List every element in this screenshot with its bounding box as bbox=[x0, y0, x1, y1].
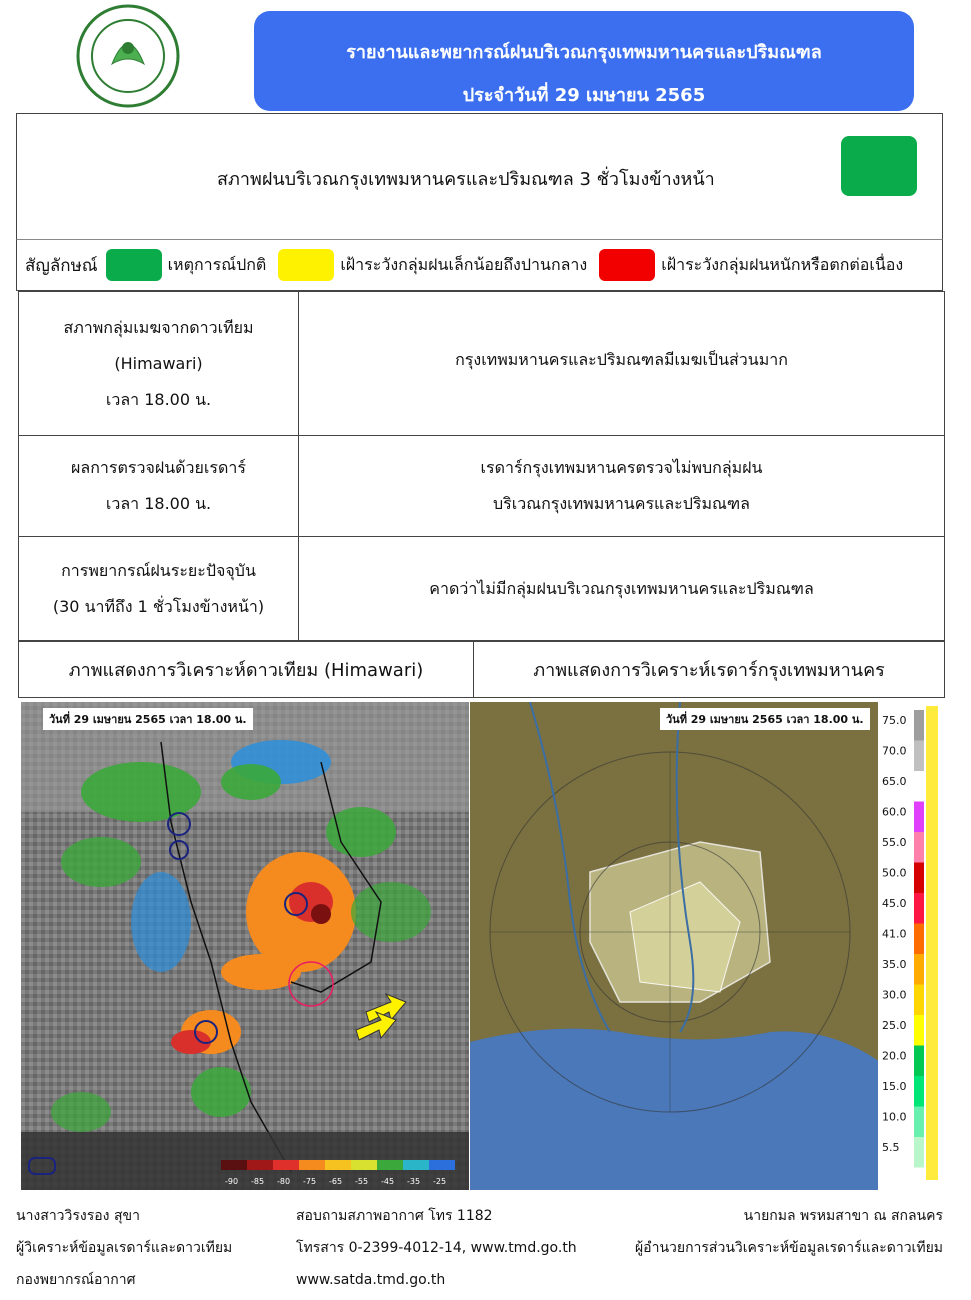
legend-text-normal: เหตุการณ์ปกติ bbox=[167, 254, 267, 274]
analyst-role: ผู้วิเคราะห์ข้อมูลเรดาร์และดาวเทียม bbox=[16, 1240, 233, 1256]
radar-scale-swatch bbox=[914, 1076, 924, 1107]
radar-scale-swatch bbox=[914, 1137, 924, 1168]
radar-scale-label: 20.0 bbox=[882, 1049, 907, 1063]
sat-scale-label: -25 bbox=[433, 1177, 447, 1186]
radar-scale-label: 55.0 bbox=[882, 836, 907, 849]
cell-line: (Himawari) bbox=[114, 353, 203, 373]
table-row bbox=[19, 436, 945, 537]
sat-scale-swatch bbox=[247, 1160, 273, 1170]
sat-scale-swatch bbox=[351, 1160, 377, 1170]
tmd-logo bbox=[72, 4, 184, 108]
sat-scale-label: -35 bbox=[407, 1177, 421, 1186]
radar-scale-swatch bbox=[914, 1046, 924, 1077]
radar-scale-swatch bbox=[914, 954, 924, 985]
sat-scale-label: -55 bbox=[355, 1177, 369, 1186]
satellite-section-title: ภาพแสดงการวิเคราะห์ดาวเทียม (Himawari) bbox=[19, 642, 474, 697]
radar-section-title: ภาพแสดงการวิเคราะห์เรดาร์กรุงเทพมหานคร bbox=[533, 660, 885, 681]
radar-value-cell bbox=[299, 436, 945, 537]
legend-text-light-rain: เฝ้าระวังกลุ่มฝนเล็กน้อยถึงปานกลาง bbox=[340, 254, 588, 274]
report-date: ประจำวันที่ 29 เมษายน 2565 bbox=[462, 85, 706, 106]
radar-scale-label: 5.5 bbox=[882, 1141, 900, 1154]
radar-caption: วันที่ 29 เมษายน 2565 เวลา 18.00 น. bbox=[660, 708, 870, 730]
radar-scale-label: 15.0 bbox=[882, 1080, 907, 1093]
sat-scale-label: -85 bbox=[251, 1177, 265, 1186]
sat-scale-label: -75 bbox=[303, 1177, 317, 1186]
table-row bbox=[19, 537, 945, 641]
legend-swatch-red bbox=[599, 249, 655, 281]
table-row bbox=[19, 292, 945, 436]
radar-scale-label: 70.0 bbox=[882, 744, 907, 758]
sat-scale-label: -90 bbox=[225, 1177, 239, 1186]
radar-scale-swatch bbox=[914, 863, 924, 894]
cell-line: (30 นาทีถึง 1 ชั่วโมงข้างหน้า) bbox=[52, 596, 265, 616]
legend-swatch-yellow bbox=[278, 249, 334, 281]
cell-line: เวลา 18.00 น. bbox=[105, 389, 212, 409]
director-role: ผู้อำนวยการส่วนวิเคราะห์ข้อมูลเรดาร์และดาวเทียม bbox=[634, 1240, 943, 1256]
radar-scale-label: 10.0 bbox=[882, 1110, 907, 1124]
satellite-label-cell bbox=[19, 292, 299, 436]
sat-scale-swatch bbox=[325, 1160, 351, 1170]
sat-scale-label: -45 bbox=[381, 1177, 395, 1186]
radar-scale-swatch bbox=[914, 802, 924, 833]
sat-scale-swatch bbox=[299, 1160, 325, 1170]
radar-scale-swatch bbox=[914, 771, 924, 802]
footer-director bbox=[635, 1200, 943, 1264]
legend-label: สัญลักษณ์ bbox=[25, 255, 98, 276]
radar-scale-label: 65.0 bbox=[882, 775, 907, 788]
rain-status-text: สภาพฝนบริเวณกรุงเทพมหานครและปริมณฑล 3 ชั่วโมงข้างหน้า bbox=[217, 169, 715, 190]
satellite-value-cell bbox=[299, 292, 945, 436]
analyst-name: นางสาววิรงรอง สุขา bbox=[16, 1208, 140, 1224]
contact-phone: สอบถามสภาพอากาศ โทร 1182 bbox=[296, 1208, 493, 1224]
nowcast-label-cell bbox=[19, 537, 299, 641]
radar-scale-swatch bbox=[914, 832, 924, 863]
nowcast-value-cell bbox=[299, 537, 945, 641]
cell-line: เรดาร์กรุงเทพมหานครตรวจไม่พบกลุ่มฝน bbox=[480, 458, 763, 477]
radar-scale-label: 25.0 bbox=[882, 1019, 907, 1032]
radar-image bbox=[470, 702, 942, 1190]
radar-scale-label: 75.0 bbox=[882, 714, 907, 727]
radar-scale-swatch bbox=[914, 924, 924, 955]
satellite-image bbox=[21, 702, 469, 1190]
sat-scale-swatch bbox=[273, 1160, 299, 1170]
sat-scale-swatch bbox=[377, 1160, 403, 1170]
rain-status-panel bbox=[16, 113, 943, 239]
radar-scale-label: 35.0 bbox=[882, 958, 907, 971]
cell-line: เวลา 18.00 น. bbox=[105, 494, 212, 513]
footer-analyst bbox=[16, 1200, 232, 1296]
report-title: รายงานและพยากรณ์ฝนบริเวณกรุงเทพมหานครและปริมณฑล bbox=[346, 42, 822, 63]
image-section-headers bbox=[18, 641, 945, 698]
radar-label-cell bbox=[19, 436, 299, 537]
radar-scale-label: 45.0 bbox=[882, 897, 907, 910]
cell-line: ผลการตรวจฝนด้วยเรดาร์ bbox=[71, 458, 246, 477]
cell-line: บริเวณกรุงเทพมหานครและปริมณฑล bbox=[493, 494, 750, 513]
sat-scale-label: -65 bbox=[329, 1177, 343, 1186]
radar-scale-label: 30.0 bbox=[882, 988, 907, 1002]
radar-scale-swatch bbox=[914, 1015, 924, 1046]
legend bbox=[16, 239, 943, 291]
sat-scale-swatch bbox=[221, 1160, 247, 1170]
legend-text-heavy-rain: เฝ้าระวังกลุ่มฝนหนักหรือตกต่อเนื่อง bbox=[661, 254, 904, 274]
satellite-caption: วันที่ 29 เมษายน 2565 เวลา 18.00 น. bbox=[43, 708, 253, 730]
cell-line: กรุงเทพมหานครและปริมณฑลมีเมฆเป็นส่วนมาก bbox=[455, 350, 788, 369]
director-name: นายกมล พรหมสาขา ณ สกลนคร bbox=[743, 1208, 943, 1224]
status-indicator bbox=[841, 136, 917, 196]
radar-scale-label: 60.0 bbox=[882, 805, 907, 819]
legend-swatch-green bbox=[106, 249, 162, 281]
radar-scale-swatch bbox=[914, 741, 924, 772]
report-header bbox=[254, 11, 914, 111]
cell-line: คาดว่าไม่มีกลุ่มฝนบริเวณกรุงเทพมหานครและปริมณฑล bbox=[429, 578, 814, 598]
radar-scale-swatch bbox=[914, 710, 924, 741]
cell-line: สภาพกลุ่มเมฆจากดาวเทียม bbox=[63, 317, 254, 337]
radar-scale-swatch bbox=[914, 893, 924, 924]
sat-scale-label: -80 bbox=[277, 1177, 291, 1186]
contact-website: www.satda.tmd.go.th bbox=[296, 1272, 446, 1288]
info-table bbox=[18, 291, 945, 641]
radar-scale-label: 41.0 bbox=[882, 927, 907, 941]
radar-scale-swatch bbox=[914, 1107, 924, 1138]
cell-line: การพยากรณ์ฝนระยะปัจจุบัน bbox=[61, 560, 256, 580]
sat-scale-swatch bbox=[429, 1160, 455, 1170]
sat-scale-swatch bbox=[403, 1160, 429, 1170]
footer-contact bbox=[296, 1200, 577, 1296]
radar-scale-label: 50.0 bbox=[882, 866, 907, 880]
radar-scale-swatch bbox=[914, 985, 924, 1016]
contact-fax: โทรสาร 0-2399-4012-14, www.tmd.go.th bbox=[296, 1240, 577, 1256]
analyst-division: กองพยากรณ์อากาศ bbox=[16, 1272, 136, 1288]
